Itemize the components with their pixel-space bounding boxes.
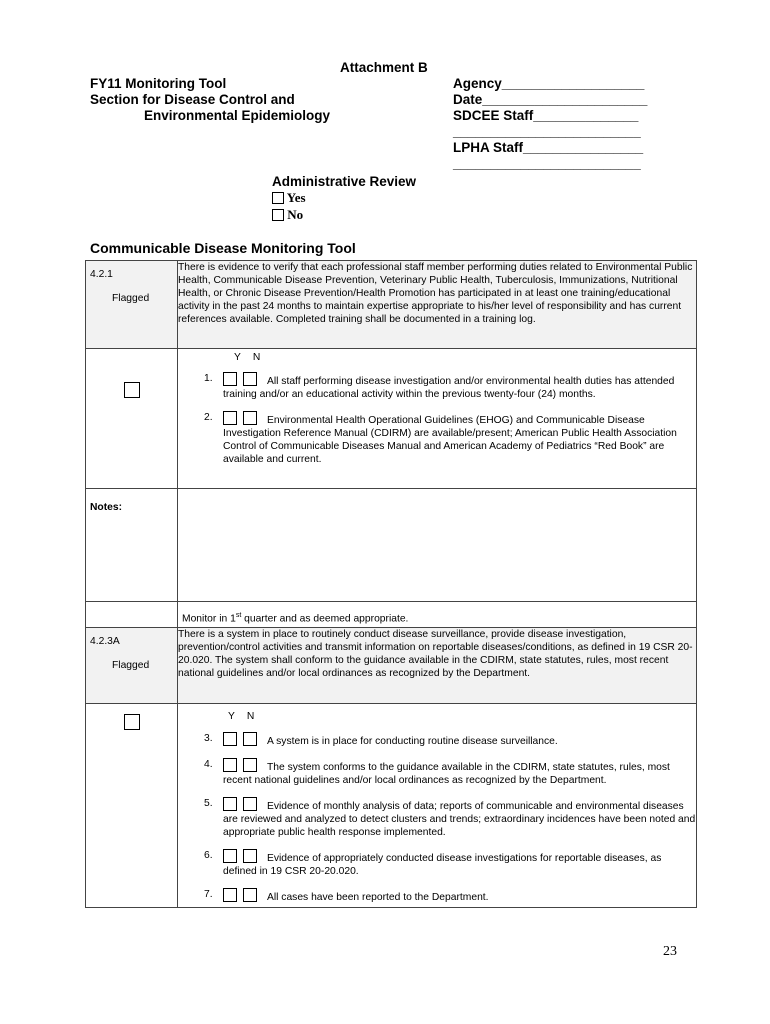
section-checkbox[interactable] xyxy=(124,382,140,398)
requirement-text: There is evidence to verify that each professional staff member performing duties related to Environmental Public Health, Communicable Disease Prevention, Veterinary Public Health, Tuberculosis, Immunizations, Nutritional Health, or Chronic Disease Prevention/Health Promotion has participated in at least one training/educational activity in the past 24 months to maintain expertise appropriate to his/her level of responsibility and has current references available. Completed training shall be documented in a training log. xyxy=(178,261,697,349)
agency-field[interactable]: Agency___________________ xyxy=(453,76,645,91)
no-checkbox[interactable] xyxy=(243,372,257,386)
yes-label: Yes xyxy=(286,190,306,205)
section-line-1: Section for Disease Control and xyxy=(90,92,295,107)
section-id-cell xyxy=(86,261,178,349)
no-checkbox[interactable] xyxy=(243,411,257,425)
item-text: The system conforms to the guidance available in the CDIRM, state statutes, rules, most recent national guidelines and/or local ordinances as recognized by the Department. xyxy=(223,762,670,787)
item-number: 6. xyxy=(204,850,213,862)
section-row-4-2-3a xyxy=(86,628,697,704)
monitor-row xyxy=(86,602,697,628)
monitor-text xyxy=(178,602,697,628)
no-checkbox[interactable] xyxy=(243,849,257,863)
requirement-text: There is a system in place to routinely conduct disease surveillance, provide disease investigation, prevention/control activities and transmit information on reportable diseases/conditions, as defined in 19 CSR 20-20.020. The system shall conform to the guidance available in the CDIRM, state statutes, rules, most recent national guidelines and/or local ordinances as recognized by the Department. xyxy=(178,628,697,704)
item-text: All cases have been reported to the Department. xyxy=(267,892,489,904)
item-number: 3. xyxy=(204,733,213,745)
sdcee-staff-field[interactable]: SDCEE Staff______________ xyxy=(453,108,639,123)
item-text: All staff performing disease investigation and/or environmental health duties has attended training and/or an educational activity within the previous twenty-four (24) months. xyxy=(223,376,675,400)
checklist-item-6 xyxy=(178,849,696,878)
checklist-item-1 xyxy=(178,372,696,401)
yes-checkbox[interactable] xyxy=(223,372,237,386)
section-checkbox-cell xyxy=(86,704,178,908)
checklist-item-7 xyxy=(178,888,696,904)
flagged-label: Flagged xyxy=(112,293,150,304)
section-line-2: Environmental Epidemiology xyxy=(144,108,331,123)
checklist-item-3 xyxy=(178,732,696,748)
item-text: Environmental Health Operational Guidelines (EHOG) and Communicable Disease Investigation Reference Manual (CDIRM) are available/present; American Public Health Association Control of Communicable Diseases Manual and American Academy of Pediatrics “Red Book” are available and current. xyxy=(223,415,677,465)
no-checkbox[interactable] xyxy=(243,888,257,902)
item-number: 2. xyxy=(204,412,213,423)
flagged-label: Flagged xyxy=(112,660,150,672)
checkbox-icon[interactable] xyxy=(272,192,284,204)
checklist-item-5 xyxy=(178,797,696,839)
section-id: 4.2.3A xyxy=(90,636,120,648)
yes-checkbox[interactable] xyxy=(223,849,237,863)
item-number: 7. xyxy=(204,889,213,901)
item-text: A system is in place for conducting routine disease surveillance. xyxy=(267,736,558,748)
yes-checkbox[interactable] xyxy=(223,732,237,746)
item-text: Evidence of appropriately conducted disease investigations for reportable diseases, as defined in 19 CSR 20-20.020. xyxy=(223,853,662,878)
tool-title: FY11 Monitoring Tool xyxy=(90,76,227,91)
section-id-cell xyxy=(86,628,178,704)
notes-label: Notes: xyxy=(86,489,178,602)
section-row-4-2-1 xyxy=(86,261,697,349)
admin-review-label: Administrative Review xyxy=(272,174,417,189)
date-field[interactable]: Date______________________ xyxy=(453,92,648,107)
no-checkbox[interactable] xyxy=(243,758,257,772)
item-number: 4. xyxy=(204,759,213,771)
no-col-label: N xyxy=(252,352,261,363)
yes-checkbox[interactable] xyxy=(223,411,237,425)
yn-header xyxy=(178,351,696,364)
checklist-row xyxy=(86,704,697,908)
no-col-label: N xyxy=(246,711,255,723)
attachment-label: Attachment B xyxy=(340,60,428,75)
no-label: No xyxy=(287,207,304,222)
monitor-sup: st xyxy=(235,612,242,619)
yes-checkbox[interactable] xyxy=(223,758,237,772)
checkbox-icon[interactable] xyxy=(272,209,284,221)
admin-review-yes[interactable] xyxy=(272,190,306,206)
sdcee-staff-line2[interactable]: _________________________ xyxy=(453,124,641,139)
checklist-row xyxy=(86,349,697,489)
notes-row xyxy=(86,489,697,602)
item-number: 1. xyxy=(204,373,213,384)
item-text: Evidence of monthly analysis of data; reports of communicable and environmental diseases are reviewed and analyzed to detect clusters and trends; extraordinary incidences have been noted and appropriate public health response implemented. xyxy=(223,801,696,839)
section-checkbox-cell xyxy=(86,349,178,489)
monitor-pre: Monitor in 1 xyxy=(182,613,236,625)
yn-header xyxy=(178,710,696,723)
checklist-item-2 xyxy=(178,411,696,466)
notes-field[interactable] xyxy=(178,489,697,602)
section-title: Communicable Disease Monitoring Tool xyxy=(90,240,356,256)
lpha-staff-field[interactable]: LPHA Staff________________ xyxy=(453,140,644,155)
no-checkbox[interactable] xyxy=(243,797,257,811)
page-number: 23 xyxy=(663,944,677,959)
monitoring-table xyxy=(85,260,697,908)
yes-col-label: Y xyxy=(228,711,235,723)
monitor-post: quarter and as deemed appropriate. xyxy=(241,613,409,625)
lpha-staff-line2[interactable]: _________________________ xyxy=(453,156,641,171)
section-checkbox[interactable] xyxy=(124,714,140,730)
admin-review-no[interactable] xyxy=(272,207,303,223)
section-id: 4.2.1 xyxy=(90,269,113,280)
yes-checkbox[interactable] xyxy=(223,888,237,902)
yes-col-label: Y xyxy=(234,352,241,363)
yes-checkbox[interactable] xyxy=(223,797,237,811)
checklist-item-4 xyxy=(178,758,696,787)
no-checkbox[interactable] xyxy=(243,732,257,746)
item-number: 5. xyxy=(204,798,213,810)
